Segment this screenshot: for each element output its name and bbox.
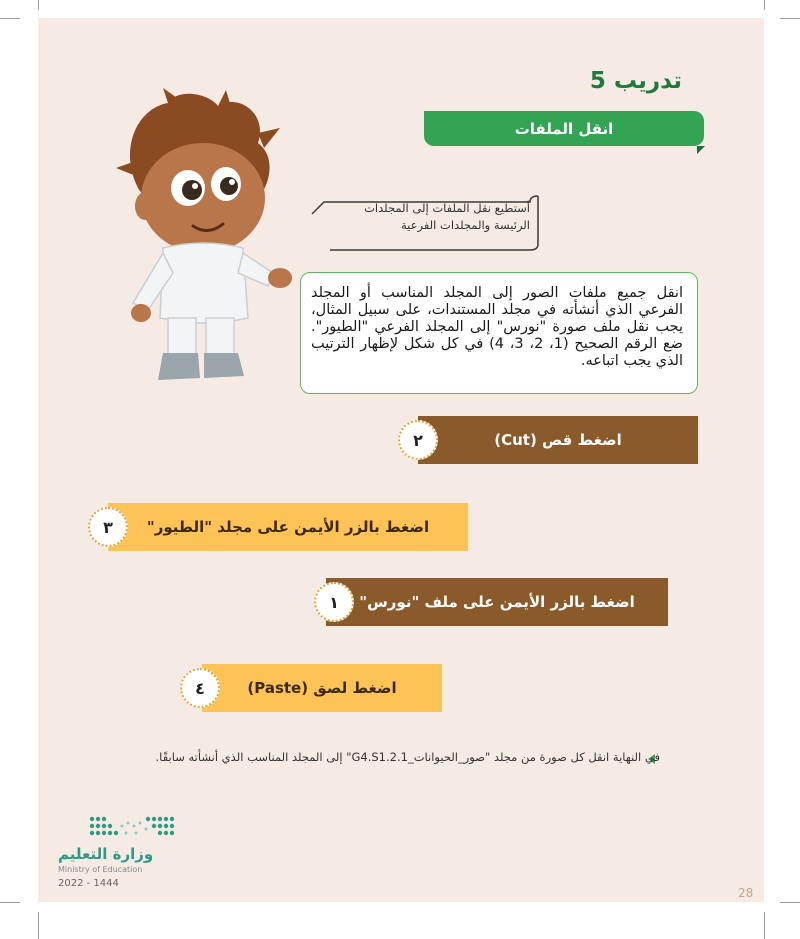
crop-mark xyxy=(780,902,800,903)
step-cut xyxy=(418,416,698,464)
step-cut-number[interactable]: ٢ xyxy=(398,420,438,460)
ministry-name-arabic: وزارة التعليم xyxy=(58,845,154,863)
crop-mark xyxy=(38,0,39,10)
crop-mark xyxy=(0,18,20,19)
crop-mark xyxy=(764,912,765,939)
ribbon-fold xyxy=(697,146,705,154)
step-right-click-file-label: اضغط بالزر الأيمن على ملف "نورس" xyxy=(359,593,635,611)
section-ribbon: انقل الملفات xyxy=(424,111,704,146)
academic-years: 2022 - 1444 xyxy=(58,878,119,889)
crop-mark xyxy=(0,902,20,903)
crop-mark xyxy=(764,0,765,10)
crop-mark xyxy=(38,912,39,939)
speech-bubble-text xyxy=(310,200,530,234)
step-right-click-file xyxy=(326,578,668,626)
page-title: تدريب 5 xyxy=(589,68,682,94)
ministry-logo-icon xyxy=(88,815,188,843)
step-right-click-folder xyxy=(108,503,468,551)
step-paste xyxy=(202,664,442,712)
instructions-box: انقل جميع ملفات الصور إلى المجلد المناسب أو المجلد الفرعي الذي أنشأته في مجلد المستندات، على سبيل المثال، يجب نقل ملف صورة "نورس" إلى المجلد الفرعي "الطيور". ضع الرقم الصحيح (1، 2، 3، 4) في كل شكل لإظهار الترتيب الذي يجب اتباعه. xyxy=(300,272,698,394)
step-right-click-folder-label: اضغط بالزر الأيمن على مجلد "الطيور" xyxy=(146,518,430,536)
footnote: في النهاية انقل كل صورة من مجلد "صور_الحيوانات_G4.S1.2.1" إلى المجلد المناسب الذي أنشأته سابقًا. xyxy=(155,750,660,764)
step-paste-label: اضغط لصق (Paste) xyxy=(247,679,397,697)
crop-mark xyxy=(780,18,800,19)
speech-line-2: الرئيسة والمجلدات الفرعية xyxy=(401,218,530,232)
step-cut-label: اضغط قص (Cut) xyxy=(494,431,622,449)
step-right-click-file-number[interactable]: ١ xyxy=(314,582,354,622)
step-right-click-folder-number[interactable]: ٣ xyxy=(88,507,128,547)
step-paste-number[interactable]: ٤ xyxy=(180,668,220,708)
boy-character-illustration xyxy=(108,88,298,388)
ministry-name-english: Ministry of Education xyxy=(58,865,143,874)
page-number: 28 xyxy=(738,886,754,900)
speech-line-1: أستطيع نقل الملفات إلى المجلدات xyxy=(364,201,530,215)
